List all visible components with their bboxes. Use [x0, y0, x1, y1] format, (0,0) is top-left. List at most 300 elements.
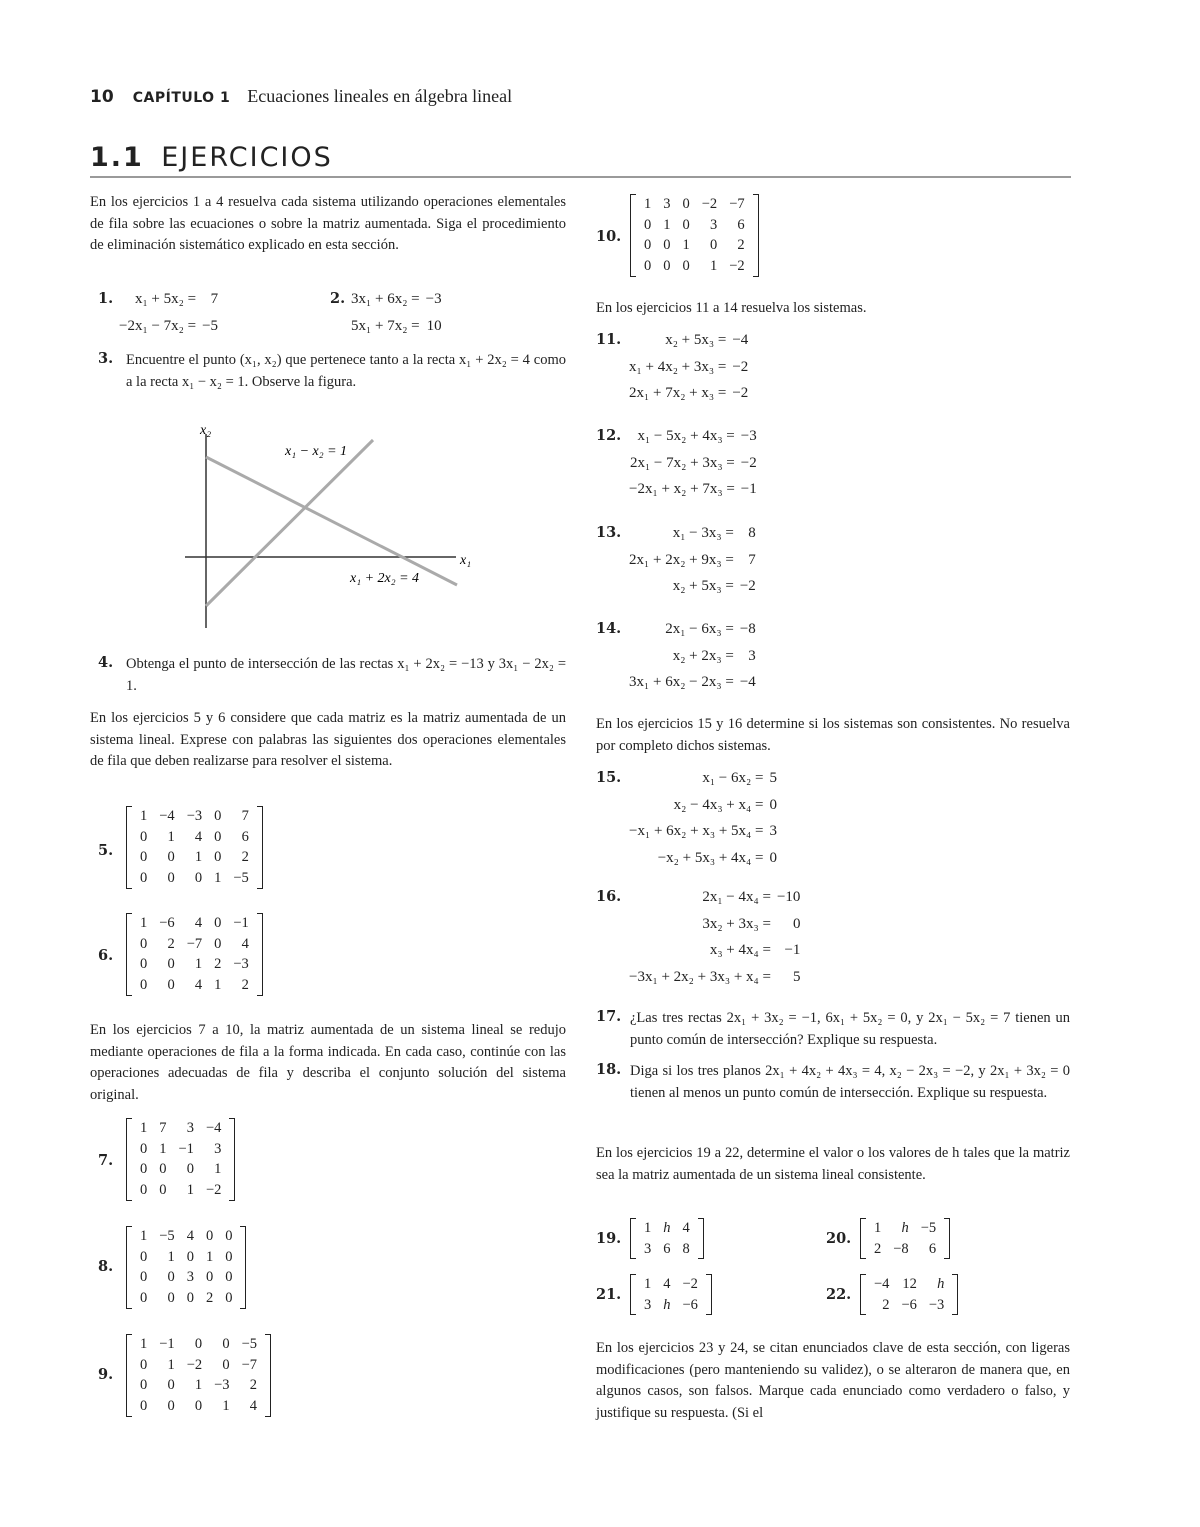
- matrix-entry: 1: [140, 1120, 148, 1136]
- matrix-entry: 0: [205, 1228, 214, 1244]
- matrix-row: [638, 1295, 704, 1316]
- equation-lhs: x₂ + 5x₃ =: [672, 578, 734, 595]
- equation-lhs: −x₁ + 6x₂ + x₃ + 5x₄ =: [629, 823, 764, 840]
- matrix-entry: −2: [682, 1276, 698, 1292]
- matrix-entry: 1: [167, 1248, 175, 1265]
- matrix-entry: 0: [186, 1161, 194, 1178]
- matrix-ex20: [868, 1218, 942, 1259]
- matrix-entry: 4: [194, 828, 203, 845]
- matrix-entry: −5: [241, 1336, 257, 1352]
- exercise-label: 21.: [596, 1286, 622, 1303]
- exercise-label: 7.: [98, 1152, 114, 1169]
- exercise-label: 13.: [596, 524, 622, 541]
- matrix-ex6: [134, 913, 255, 996]
- matrix-entry: 0: [140, 1290, 148, 1307]
- line-x1-minus-x2: [206, 440, 373, 606]
- equation-lhs: 3x₁ + 6x₂ =: [351, 290, 420, 307]
- equation-lhs: x₁ − 5x₂ + 4x₃ =: [637, 427, 735, 444]
- matrix-entry: 12: [902, 1276, 917, 1292]
- matrix-entry: 0: [214, 935, 222, 952]
- equation-lhs: x₂ + 2x₃ =: [672, 647, 734, 664]
- matrix-entry: 3: [214, 1140, 222, 1157]
- matrix-entry: −3: [928, 1296, 945, 1313]
- matrix-entry: 1: [214, 1161, 222, 1178]
- matrix-entry: 1: [140, 808, 148, 824]
- matrix-entry: −8: [893, 1240, 909, 1257]
- matrix-entry: 0: [140, 870, 148, 887]
- section-rule: [90, 176, 1071, 178]
- matrix-entry: 1: [194, 849, 203, 866]
- matrix-entry: 0: [225, 1269, 233, 1286]
- matrix-entry: −4: [159, 808, 175, 824]
- matrix-row: [134, 934, 255, 955]
- matrix-entry: 1: [167, 1356, 175, 1373]
- matrix-entry: −5: [233, 870, 249, 887]
- matrix-row: [134, 847, 255, 868]
- exercise-5: [98, 806, 249, 893]
- augmented-matrix: [126, 1334, 271, 1417]
- matrix-entry: 1: [709, 258, 718, 275]
- exercise-label: 19.: [596, 1230, 622, 1247]
- matrix-entry: 1: [644, 196, 652, 212]
- matrix-entry: 0: [140, 1161, 148, 1178]
- matrix-row: [638, 1274, 704, 1295]
- equation-lhs: −2x₁ + x₂ + 7x₃ =: [629, 481, 735, 498]
- exercise-label: 15.: [596, 769, 622, 786]
- matrix-entry: 0: [214, 915, 222, 931]
- exercise-3: [98, 350, 566, 393]
- instructions-15-16: En los ejercicios 15 y 16 determine si los sistemas son consistentes. No resuelva por completo dichos sistemas.: [596, 716, 1070, 754]
- equation-lhs: 3x₁ + 6x₂ − 2x₃ =: [629, 674, 734, 691]
- matrix-entry: 0: [222, 1356, 230, 1373]
- matrix-ex10: [638, 194, 751, 277]
- section-heading: EJERCICIOS: [161, 142, 333, 173]
- matrix-entry: −2: [729, 258, 745, 275]
- matrix-entry: 0: [214, 849, 222, 866]
- equation-lhs: x₁ − 6x₂ =: [702, 769, 764, 786]
- equation-rhs: −4: [732, 331, 749, 348]
- equation-system: [348, 286, 445, 339]
- matrix-entry: 0: [225, 1290, 233, 1307]
- matrix-entry: −2: [205, 1182, 222, 1199]
- equation-system: [626, 520, 759, 600]
- augmented-matrix: [126, 913, 263, 996]
- matrix-entry: −7: [729, 196, 745, 212]
- matrix-entry: −7: [186, 935, 203, 952]
- matrix-entry: 7: [241, 808, 249, 824]
- matrix-entry: −3: [233, 956, 249, 973]
- matrix-row: [134, 1180, 227, 1201]
- exercise-10: [596, 194, 745, 281]
- matrix-entry: 1: [214, 977, 222, 994]
- equation-system: [626, 884, 803, 991]
- matrix-row: [134, 1355, 263, 1376]
- matrix-entry: 0: [140, 935, 148, 952]
- matrix-entry: 0: [644, 258, 652, 275]
- exercise-4: [98, 654, 566, 697]
- matrix-row: [134, 1247, 238, 1268]
- section-title: [90, 142, 333, 173]
- equation-rhs: −2: [732, 385, 749, 402]
- exercise-label: 9.: [98, 1366, 114, 1383]
- matrix-entry: 0: [159, 1161, 167, 1178]
- matrix-row: [134, 913, 255, 934]
- matrix-entry: 0: [682, 216, 690, 233]
- equation-rhs: 8: [748, 524, 756, 541]
- page-number: 10: [90, 87, 114, 107]
- matrix-entry: 1: [140, 1228, 148, 1244]
- equation-rhs: 5: [792, 968, 801, 985]
- exercise-label: 3.: [98, 350, 114, 367]
- matrix-entry: 0: [644, 237, 652, 254]
- matrix-entry: 6: [737, 216, 745, 233]
- matrix-entry: 0: [709, 237, 718, 254]
- matrix-row: [134, 1334, 263, 1355]
- exercise-6: [98, 913, 249, 1000]
- equation-rhs: −4: [739, 674, 756, 691]
- matrix-entry: 0: [140, 956, 148, 973]
- exercise-text: Obtenga el punto de intersección de las rectas x₁ + 2x₂ = −13 y 3x₁ − 2x₂ = 1.: [126, 656, 566, 694]
- matrix-entry: 0: [663, 258, 671, 275]
- matrix-entry: −4: [874, 1276, 890, 1292]
- matrix-entry: 4: [663, 1276, 671, 1292]
- matrix-entry: −1: [233, 915, 249, 931]
- equation-system: [626, 616, 759, 696]
- matrix-entry: 0: [167, 1290, 175, 1307]
- chapter-label: CAPÍTULO 1: [132, 90, 231, 106]
- matrix-entry: 0: [222, 1336, 230, 1352]
- matrix-entry: −3: [214, 1377, 230, 1394]
- matrix-entry: 0: [186, 1290, 194, 1307]
- equation-rhs: 3: [748, 647, 756, 664]
- equation-system: [626, 765, 780, 872]
- matrix-entry: 2: [214, 956, 222, 973]
- matrix-entry: 2: [241, 849, 249, 866]
- augmented-matrix: [126, 1118, 235, 1201]
- matrix-entry: −2: [701, 196, 718, 212]
- augmented-matrix: [860, 1218, 950, 1259]
- matrix-entry: 0: [225, 1248, 233, 1265]
- equation-lhs: 2x₁ + 2x₂ + 9x₃ =: [629, 551, 734, 568]
- equation-lhs: x₂ − 4x₃ + x₄ =: [673, 796, 764, 813]
- exercise-label: 4.: [98, 654, 114, 671]
- matrix-entry: 0: [167, 1377, 175, 1394]
- matrix-entry: 0: [140, 977, 148, 994]
- equation-lhs: 2x₁ − 6x₃ =: [665, 620, 734, 637]
- section-number: 1.1: [90, 142, 144, 173]
- matrix-entry: 1: [644, 1220, 652, 1236]
- equation-rhs: 10: [426, 317, 442, 334]
- exercise-17: [596, 1008, 1070, 1051]
- equation-rhs: 0: [769, 796, 777, 813]
- exercise-label: 5.: [98, 842, 114, 859]
- exercise-label: 6.: [98, 947, 114, 964]
- equation-rhs: −10: [776, 888, 801, 905]
- matrix-entry: 2: [205, 1290, 214, 1307]
- matrix-entry: −1: [178, 1140, 194, 1157]
- matrix-row: [134, 827, 255, 848]
- matrix-ex21: [638, 1274, 704, 1315]
- matrix-entry: −6: [901, 1296, 917, 1313]
- matrix-entry: 2: [241, 977, 249, 994]
- exercise-8: [98, 1226, 233, 1313]
- matrix-entry: 4: [241, 935, 249, 952]
- matrix-entry: −1: [159, 1336, 175, 1352]
- exercise-18: [596, 1061, 1070, 1104]
- equation-rhs: −3: [425, 290, 442, 307]
- exercise-label: 16.: [596, 888, 622, 905]
- matrix-entry: 4: [682, 1220, 690, 1236]
- line-label-1: x₁ − x₂ = 1: [285, 444, 348, 459]
- matrix-entry: 0: [167, 956, 175, 973]
- exercise-label: 12.: [596, 427, 622, 444]
- equation-lhs: −3x₁ + 2x₂ + 3x₃ + x₄ =: [629, 968, 771, 985]
- matrix-row: [134, 1375, 263, 1396]
- matrix-entry: 0: [140, 1140, 148, 1157]
- equation-system: [116, 286, 221, 339]
- instructions-19-22: En los ejercicios 19 a 22, determine el valor o los valores de h tales que la matriz sea la matriz aumentada de un sistema lineal consistente.: [596, 1145, 1070, 1183]
- equation-rhs: 3: [769, 823, 777, 840]
- matrix-entry: 1: [222, 1398, 230, 1415]
- matrix-entry: −7: [241, 1356, 257, 1373]
- matrix-entry: 3: [186, 1120, 194, 1136]
- matrix-row: [638, 1218, 696, 1239]
- equation-rhs: −3: [740, 427, 757, 444]
- matrix-entry: 0: [682, 196, 690, 212]
- augmented-matrix: [630, 1218, 704, 1259]
- exercise-20: [826, 1218, 937, 1263]
- matrix-ex19: [638, 1218, 696, 1259]
- equation-lhs: 5x₁ + 7x₂ =: [351, 317, 420, 334]
- matrix-row: [134, 1396, 263, 1417]
- equation-lhs: 2x₁ − 7x₂ + 3x₃ =: [629, 454, 735, 471]
- matrix-entry: 0: [140, 1398, 148, 1415]
- matrix-entry: 6: [241, 828, 249, 845]
- matrix-entry: h: [663, 1220, 671, 1236]
- matrix-entry: 0: [682, 258, 690, 275]
- exercise-21: [596, 1274, 698, 1319]
- matrix-entry: 0: [214, 828, 222, 845]
- matrix-entry: 1: [644, 1276, 652, 1292]
- augmented-matrix: [630, 194, 759, 277]
- matrix-entry: 6: [928, 1240, 937, 1257]
- equation-rhs: 0: [769, 849, 777, 866]
- equation-lhs: x₃ + 4x₄ =: [709, 942, 771, 959]
- equation-rhs: −5: [202, 317, 219, 334]
- exercise-9: [98, 1334, 257, 1421]
- matrix-entry: 0: [225, 1228, 233, 1244]
- exercise-7: [98, 1118, 222, 1205]
- exercise-text: ¿Las tres rectas 2x₁ + 3x₂ = −1, 6x₁ + 5x₂ = 0, y 2x₁ − 5x₂ = 7 tienen un punto común de intersección? Explique su respuesta.: [630, 1010, 1070, 1048]
- exercise-label: 10.: [596, 228, 622, 245]
- exercise-label: 14.: [596, 620, 622, 637]
- equation-rhs: 0: [792, 915, 801, 932]
- matrix-entry: 0: [140, 1356, 148, 1373]
- instructions-11-14: En los ejercicios 11 a 14 resuelva los sistemas.: [596, 300, 867, 316]
- matrix-entry: 4: [186, 1228, 194, 1244]
- matrix-ex5: [134, 806, 255, 889]
- matrix-entry: 0: [167, 1398, 175, 1415]
- exercise-text: Encuentre el punto (x₁, x₂) que pertenece tanto a la recta x₁ + 2x₂ = 4 como a la recta x₁ − x₂ = 1. Observe la figura.: [126, 352, 566, 390]
- matrix-entry: 1: [186, 1182, 194, 1199]
- equation-lhs: −x₂ + 5x₃ + 4x₄ =: [657, 849, 764, 866]
- matrix-entry: −3: [186, 808, 203, 824]
- matrix-entry: 2: [882, 1296, 890, 1313]
- matrix-row: [868, 1218, 942, 1239]
- matrix-row: [868, 1239, 942, 1260]
- equation-lhs: 2x₁ + 7x₂ + x₃ =: [629, 385, 727, 402]
- matrix-entry: 0: [205, 1269, 214, 1286]
- matrix-entry: 1: [663, 216, 671, 233]
- equation-system: [626, 423, 760, 503]
- line-label-2: x₁ + 2x₂ = 4: [350, 571, 420, 586]
- exercise-text: Diga si los tres planos 2x₁ + 4x₂ + 4x₃ = 4, x₂ − 2x₃ = −2, y 2x₁ + 3x₂ = 0 tienen al menos un punto común de intersección. Explique su respuesta.: [630, 1063, 1070, 1101]
- matrix-row: [134, 1288, 238, 1309]
- matrix-row: [134, 1226, 238, 1247]
- equation-rhs: 5: [769, 769, 777, 786]
- x2-axis-label: x₂: [200, 423, 212, 438]
- chapter-title: Ecuaciones lineales en álgebra lineal: [247, 86, 513, 106]
- matrix-entry: 1: [214, 870, 222, 887]
- matrix-entry: 2: [874, 1240, 882, 1257]
- matrix-row: [638, 235, 751, 256]
- matrix-row: [134, 954, 255, 975]
- page-header: [90, 86, 512, 107]
- matrix-entry: 0: [159, 1182, 167, 1199]
- exercise-label: 22.: [826, 1286, 852, 1303]
- matrix-entry: 0: [194, 1336, 203, 1352]
- matrix-entry: 2: [737, 237, 745, 254]
- matrix-entry: −2: [186, 1356, 203, 1373]
- matrix-entry: 3: [709, 216, 718, 233]
- matrix-row: [638, 256, 751, 277]
- matrix-entry: −4: [205, 1120, 222, 1136]
- matrix-entry: 0: [214, 808, 222, 824]
- augmented-matrix: [126, 1226, 246, 1309]
- instructions-5-6: En los ejercicios 5 y 6 considere que cada matriz es la matriz aumentada de un sistema lineal. Exprese con palabras las siguientes dos operaciones elementales de fila que deben realizarse para resolver el sistema.: [90, 710, 566, 769]
- equation-rhs: −1: [784, 942, 801, 959]
- instructions-1-4: En los ejercicios 1 a 4 resuelva cada sistema utilizando operaciones elementales de fila sobre las ecuaciones o sobre la matriz aumentada. Siga el procedimiento de eliminación sistemático explicado en esta sección.: [90, 194, 566, 253]
- matrix-entry: 1: [140, 1336, 148, 1352]
- augmented-matrix: [630, 1274, 712, 1315]
- matrix-entry: 7: [159, 1120, 167, 1136]
- exercise-label: 18.: [596, 1061, 622, 1078]
- instructions-23-24: En los ejercicios 23 y 24, se citan enunciados clave de esta sección, con ligeras modificaciones (pero manteniendo su validez), o se alteraron de manera que, en algunos casos, son falsos. Marque cada enunciado como verdadero o falso, y justifique su respuesta. (Si el: [596, 1340, 1070, 1421]
- matrix-entry: 1: [159, 1140, 167, 1157]
- equation-rhs: 7: [748, 551, 756, 568]
- matrix-ex22: [868, 1274, 950, 1315]
- equation-lhs: x₁ + 4x₂ + 3x₃ =: [629, 358, 727, 375]
- equation-lhs: −2x₁ − 7x₂ =: [119, 317, 197, 334]
- matrix-entry: 0: [186, 1248, 194, 1265]
- matrix-ex7: [134, 1118, 227, 1201]
- matrix-entry: 8: [682, 1240, 690, 1257]
- matrix-entry: 3: [644, 1296, 652, 1313]
- exercise-label: 2.: [330, 290, 346, 307]
- equation-rhs: −2: [740, 454, 757, 471]
- equation-lhs: x₁ + 5x₂ =: [134, 290, 197, 307]
- matrix-entry: 0: [194, 870, 203, 887]
- matrix-entry: 0: [140, 1377, 148, 1394]
- matrix-entry: 1: [194, 956, 203, 973]
- matrix-entry: 1: [167, 828, 175, 845]
- matrix-entry: 2: [249, 1377, 257, 1394]
- matrix-entry: 0: [140, 849, 148, 866]
- matrix-entry: h: [901, 1220, 909, 1236]
- equation-rhs: 7: [210, 290, 219, 307]
- equation-lhs: 2x₁ − 4x₄ =: [702, 888, 771, 905]
- matrix-entry: −5: [920, 1220, 937, 1236]
- matrix-entry: 1: [874, 1220, 882, 1236]
- matrix-entry: 0: [140, 1182, 148, 1199]
- matrix-row: [134, 975, 255, 996]
- matrix-entry: 6: [663, 1240, 671, 1257]
- matrix-entry: 0: [167, 977, 175, 994]
- equation-rhs: −1: [740, 481, 757, 498]
- x1-axis-label: x₁: [460, 553, 472, 568]
- matrix-entry: 4: [249, 1398, 257, 1415]
- equation-lhs: 3x₂ + 3x₃ =: [702, 915, 771, 932]
- augmented-matrix: [126, 806, 263, 889]
- line-x1-plus-2x2: [206, 457, 457, 585]
- instructions-7-10: En los ejercicios 7 a 10, la matriz aumentada de un sistema lineal se redujo mediante operaciones de fila a la forma indicada. En cada caso, continúe con las operaciones adecuadas de fila y describa el conjunto solución del sistema original.: [90, 1022, 566, 1103]
- matrix-row: [868, 1274, 950, 1295]
- matrix-row: [134, 1159, 227, 1180]
- equation-rhs: −2: [739, 578, 756, 595]
- matrix-entry: 3: [186, 1269, 194, 1286]
- matrix-entry: 1: [140, 915, 148, 931]
- matrix-entry: 0: [140, 1248, 148, 1265]
- matrix-entry: 0: [167, 1269, 175, 1286]
- matrix-entry: 1: [194, 1377, 203, 1394]
- matrix-row: [134, 868, 255, 889]
- exercise-label: 8.: [98, 1258, 114, 1275]
- matrix-entry: 0: [140, 1269, 148, 1286]
- matrix-entry: 1: [682, 237, 690, 254]
- matrix-entry: 1: [205, 1248, 214, 1265]
- matrix-entry: 0: [644, 216, 652, 233]
- matrix-entry: −5: [159, 1228, 175, 1244]
- matrix-entry: 0: [663, 237, 671, 254]
- exercise-label: 1.: [98, 290, 114, 307]
- matrix-row: [638, 215, 751, 236]
- matrix-entry: h: [937, 1276, 945, 1292]
- exercise-label: 17.: [596, 1008, 622, 1025]
- matrix-row: [134, 1139, 227, 1160]
- matrix-row: [134, 806, 255, 827]
- equation-lhs: x₂ + 5x₃ =: [665, 331, 727, 348]
- equation-system: [626, 327, 751, 407]
- matrix-entry: 4: [194, 915, 203, 931]
- matrix-entry: −6: [159, 915, 175, 931]
- line-intersection-figure: [180, 420, 480, 635]
- matrix-entry: 3: [644, 1240, 652, 1257]
- matrix-entry: 0: [167, 870, 175, 887]
- matrix-entry: h: [663, 1296, 671, 1313]
- matrix-row: [134, 1118, 227, 1139]
- matrix-row: [134, 1267, 238, 1288]
- equation-rhs: −8: [739, 620, 756, 637]
- matrix-ex9: [134, 1334, 263, 1417]
- matrix-entry: 4: [194, 977, 203, 994]
- equation-lhs: x₁ − 3x₃ =: [672, 524, 734, 541]
- matrix-entry: −6: [682, 1296, 698, 1313]
- exercise-label: 20.: [826, 1230, 852, 1247]
- matrix-entry: 0: [194, 1398, 203, 1415]
- equation-rhs: −2: [732, 358, 749, 375]
- matrix-row: [868, 1295, 950, 1316]
- matrix-entry: 3: [663, 196, 671, 212]
